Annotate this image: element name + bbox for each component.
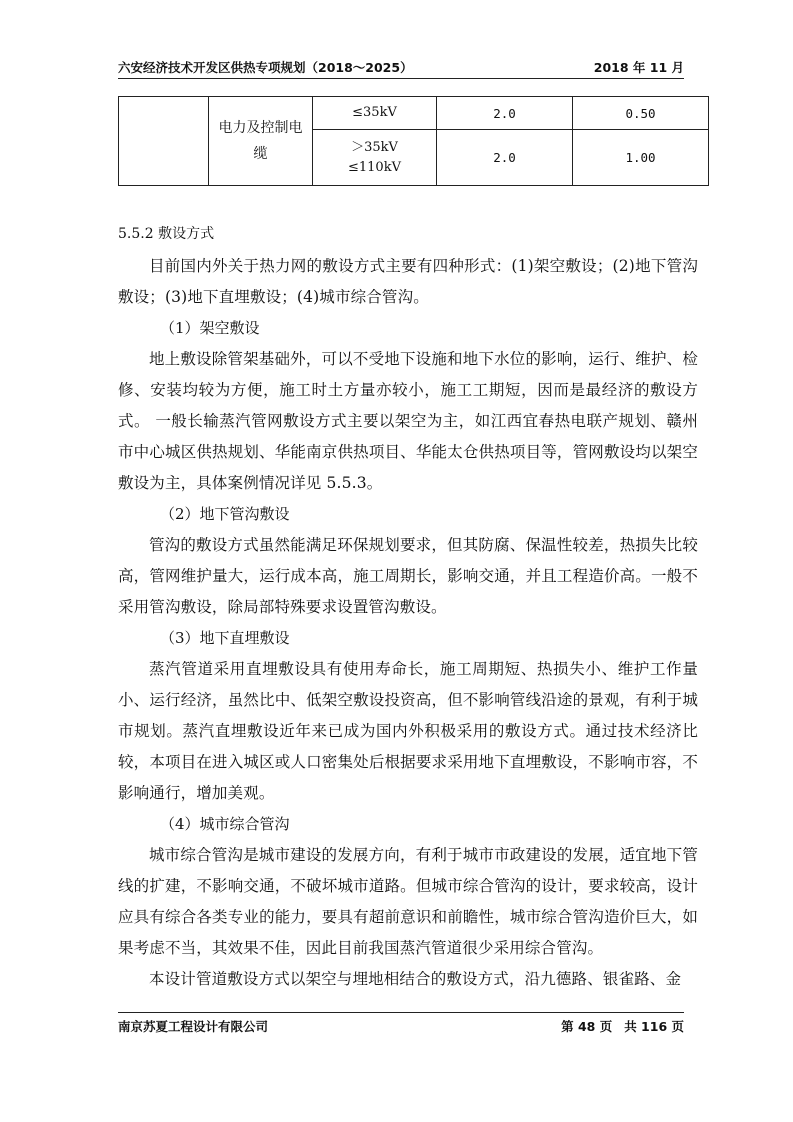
body-paragraph: 城市综合管沟是城市建设的发展方向，有利于城市市政建设的发展，适宜地下管线的扩建，不影响交通，不破坏城市道路。但城市综合管沟的设计，要求较高，设计应具有综合各类专业的能力，要具有超前意识和前瞻性，城市综合管沟造价巨大，如果考虑不当，其效果不佳，因此目前我国蒸汽管道很少采用综合管沟。 — [118, 846, 698, 957]
table-row — [119, 97, 709, 130]
closing-paragraph: 本设计管道敷设方式以架空与埋地相结合的敷设方式，沿九德路、银雀路、金 — [149, 970, 682, 988]
table-cell-voltage — [313, 97, 437, 130]
body-paragraph: 蒸汽管道采用直埋敷设具有使用寿命长，施工周期短、热损失小、维护工作量小、运行经济，虽然比中、低架空敷设投资高，但不影响管线沿途的景观，有利于城市规划。蒸汽直埋敷设近年来已成为国内外积极采用的敷设方式。通过技术经济比较，本项目在进入城区或人口密集处后根据要求采用地下直埋敷设，不影响市容，不影响通行，增加美观。 — [118, 660, 698, 802]
subsection-title: （3）地下直埋敷设 — [160, 629, 290, 647]
table-cell-value: 2.0 — [437, 130, 573, 186]
page-numbers — [561, 1017, 684, 1035]
table-cell-value: 2.0 — [437, 97, 573, 130]
document-title: 六安经济技术开发区供热专项规划（2018～2025） — [118, 60, 413, 75]
page-footer — [118, 1012, 684, 1035]
page-header — [118, 52, 684, 79]
subsection-title: （4）城市综合管沟 — [160, 815, 290, 833]
body-paragraph: 管沟的敷设方式虽然能满足环保规划要求，但其防腐、保温性较差，热损失比较高，管网维护量大，运行成本高，施工周期长，影响交通，并且工程造价高。一般不采用管沟敷设，除局部特殊要求设置管沟敷设。 — [118, 536, 698, 616]
company-name: 南京苏夏工程设计有限公司 — [118, 1019, 269, 1034]
voltage-line: ＞35kV — [351, 139, 398, 155]
section-heading: 5.5.2 敷设方式 — [118, 226, 215, 242]
total-pages: 共 116 页 — [624, 1019, 684, 1034]
voltage-line: ≤110kV — [348, 159, 401, 175]
table-cell-empty — [119, 97, 209, 186]
body-paragraph: 地上敷设除管架基础外，可以不受地下设施和地下水位的影响，运行、维护、检修、安装均较为方便，施工时土方量亦较小，施工工期短，因而是最经济的敷设方式。 一般长输蒸汽管网敷设方式主要以架空为主，如江西宜春热电联产规划、赣州市中心城区供热规划、华能南京供热项目、华能太仓供热项目等，管网敷设均以架空敷设为主，具体案例情况详见 5.5.3。 — [118, 350, 698, 492]
voltage-line: ≤35kV — [352, 105, 397, 120]
table-cell-value: 0.50 — [573, 97, 709, 130]
subsection-title: （2）地下管沟敷设 — [160, 505, 290, 523]
subsection-title: （1）架空敷设 — [160, 319, 260, 337]
page-number: 第 48 页 — [561, 1019, 613, 1034]
table-cell-category: 电力及控制电缆 — [209, 97, 313, 186]
intro-paragraph: 目前国内外关于热力网的敷设方式主要有四种形式：(1)架空敷设；(2)地下管沟敷设；(3)地下直埋敷设；(4)城市综合管沟。 — [118, 257, 698, 306]
main-content — [118, 219, 698, 995]
table-cell-voltage — [313, 130, 437, 186]
table-cell-value: 1.00 — [573, 130, 709, 186]
document-date: 2018 年 11 月 — [593, 60, 684, 75]
cable-spacing-table — [118, 96, 709, 186]
